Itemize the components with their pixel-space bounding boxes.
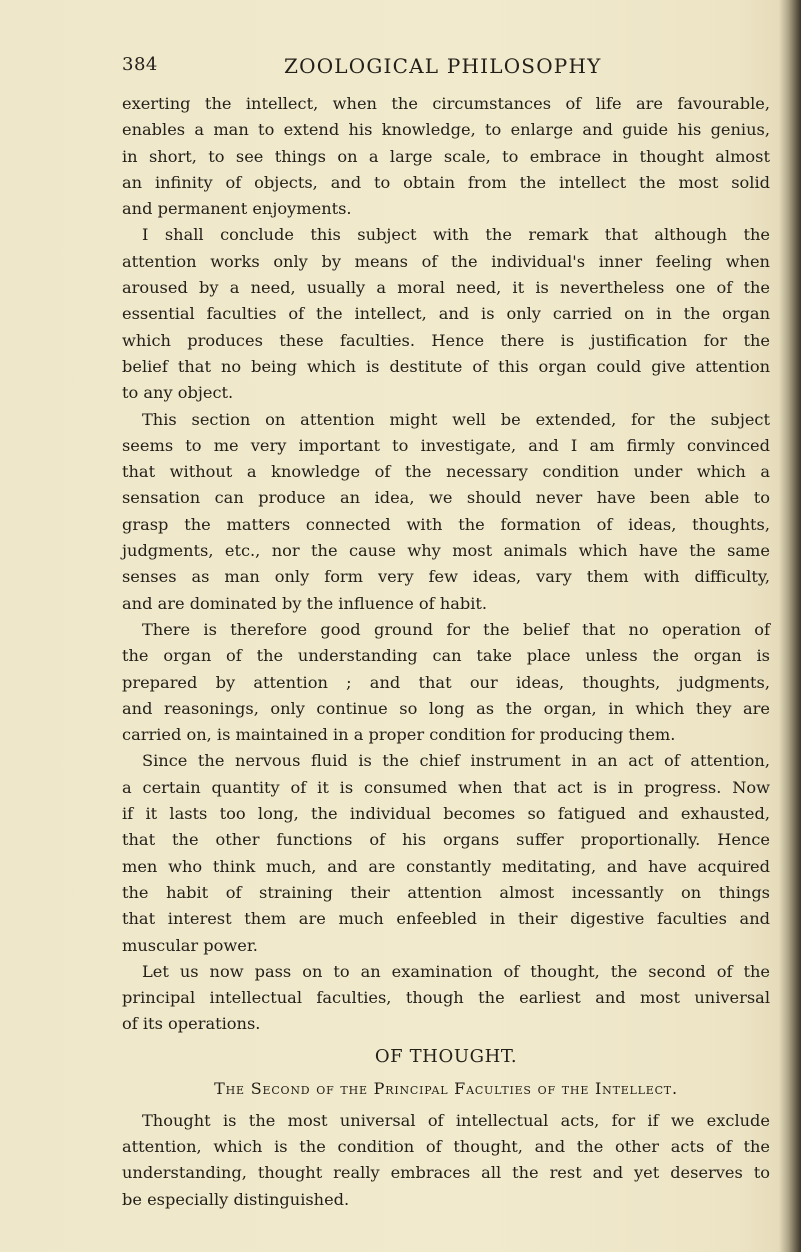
text-line: judgments, etc., nor the cause why most animals which have the same: [122, 541, 770, 561]
paragraph: [122, 617, 770, 748]
page-header: [122, 54, 772, 84]
text-line: be especially distinguished.: [122, 1189, 350, 1209]
text-line: the habit of straining their attention almost incessantly on things: [122, 882, 770, 902]
text-line: the organ of the understanding can take place unless the organ is: [122, 646, 770, 666]
text-line: to any object.: [122, 383, 234, 403]
text-line: Since the nervous fluid is the chief instrument in an act of attention,: [142, 751, 770, 771]
text-line: essential faculties of the intellect, and is only carried on in the organ: [122, 304, 770, 324]
text-line: There is therefore good ground for the belief that no operation of: [142, 619, 770, 639]
text-line: that the other functions of his organs suffer proportionally. Hence: [122, 830, 770, 850]
text-line: attention, which is the condition of thought, and the other acts of the: [122, 1136, 770, 1156]
body-text: [122, 91, 770, 1213]
text-line: in short, to see things on a large scale, to embrace in thought almost: [122, 146, 770, 166]
section-heading: OF THOUGHT.: [374, 1045, 518, 1067]
text-line: enables a man to extend his knowledge, to enlarge and guide his genius,: [122, 120, 770, 140]
text-line: that without a knowledge of the necessary condition under which a: [122, 462, 770, 482]
text-line: seems to me very important to investigate, and I am firmly convinced: [122, 435, 770, 455]
text-line: Thought is the most universal of intellectual acts, for if we exclude: [142, 1110, 770, 1130]
paragraph: [122, 1108, 770, 1213]
text-line: principal intellectual faculties, though the earliest and most universal: [122, 988, 770, 1008]
text-line: and permanent enjoyments.: [122, 199, 352, 219]
paragraph: [122, 91, 770, 222]
paragraph: [122, 959, 770, 1038]
text-line: This section on attention might well be extended, for the subject: [142, 409, 770, 429]
text-line: exerting the intellect, when the circumstances of life are favourable,: [122, 94, 770, 113]
paragraph: [122, 222, 770, 406]
text-line: and reasonings, only continue so long as the organ, in which they are: [122, 698, 770, 718]
text-line: and are dominated by the influence of habit.: [122, 593, 488, 613]
text-line: a certain quantity of it is consumed when that act is in progress. Now: [122, 777, 770, 797]
text-line: sensation can produce an idea, we should never have been able to: [122, 488, 770, 508]
text-line: aroused by a need, usually a moral need, it is nevertheless one of the: [122, 278, 770, 298]
text-line: carried on, is maintained in a proper condition for producing them.: [122, 725, 676, 745]
paragraph: [122, 748, 770, 958]
running-title: ZOOLOGICAL PHILOSOPHY: [284, 54, 602, 78]
text-line: belief that no being which is destitute of this organ could give attention: [122, 356, 770, 376]
text-line: I shall conclude this subject with the remark that although the: [142, 225, 770, 245]
text-line: of its operations.: [122, 1014, 261, 1034]
page-number: 384: [122, 54, 158, 75]
text-line: men who think much, and are constantly meditating, and have acquired: [122, 856, 770, 876]
text-line: understanding, thought really embraces all the rest and yet deserves to: [122, 1163, 770, 1183]
text-line: an infinity of objects, and to obtain from the intellect the most solid: [122, 172, 770, 192]
text-line: that interest them are much enfeebled in their digestive faculties and: [122, 909, 770, 929]
text-line: prepared by attention ; and that our ideas, thoughts, judgments,: [122, 672, 770, 692]
text-line: if it lasts too long, the individual becomes so fatigued and exhausted,: [122, 804, 770, 824]
text-line: Let us now pass on to an examination of thought, the second of the: [142, 961, 770, 981]
text-line: which produces these faculties. Hence there is justification for the: [122, 330, 770, 350]
paragraph: [122, 407, 770, 617]
text-line: senses as man only form very few ideas, vary them with difficulty,: [122, 567, 770, 587]
text-line: attention works only by means of the individual's inner feeling when: [122, 251, 770, 271]
page-edge-shadow: [779, 0, 801, 1252]
text-line: muscular power.: [122, 935, 258, 955]
text-line: grasp the matters connected with the formation of ideas, thoughts,: [122, 514, 770, 534]
section-subheading: The Second of the Principal Faculties of the Intellect.: [214, 1078, 678, 1098]
